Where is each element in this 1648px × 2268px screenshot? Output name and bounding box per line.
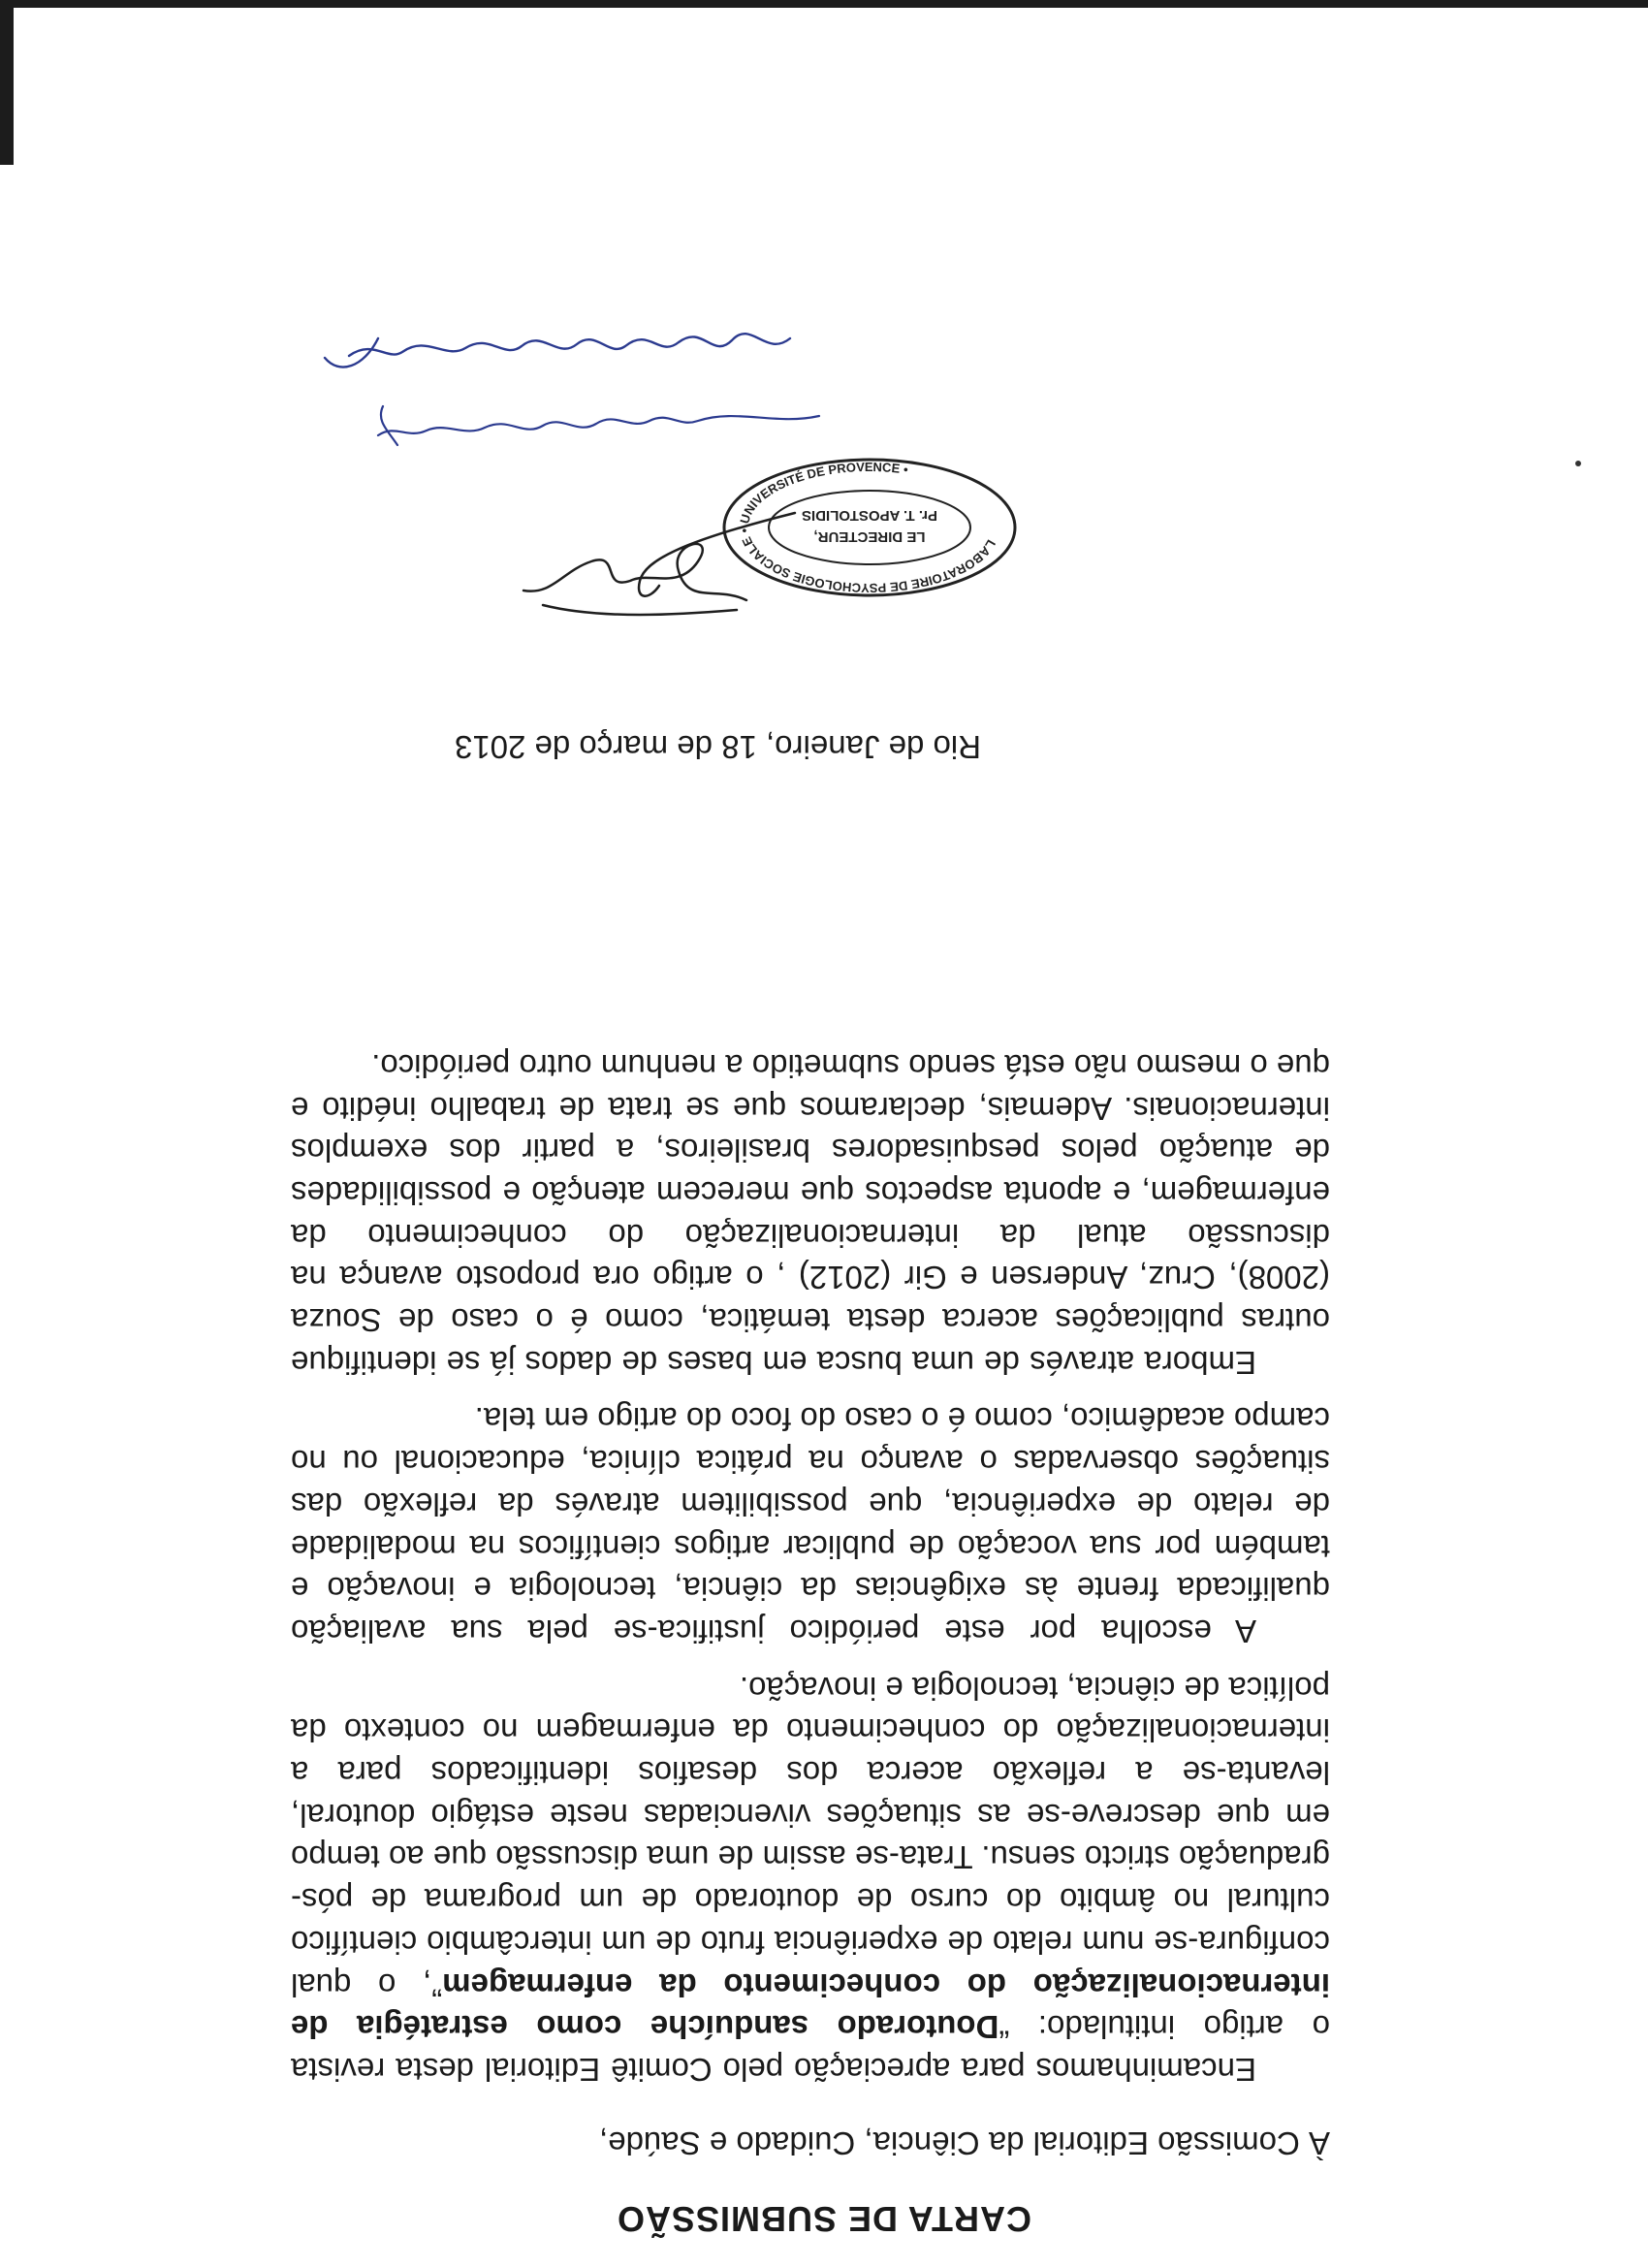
author-signature-1	[378, 406, 819, 445]
article-title: Doutorado sanduíche como estratégia de internacionalização do conhecimento da enfermagem	[291, 1966, 1330, 2046]
stamp-ring-text: LABORATOIRE DE PSYCHOLOGIE SOCIALE • UNIVERSITÉ DE PROVENCE •	[736, 459, 999, 596]
paragraph-2: A escolha por este periódico justifica-se pela sua avaliação qualificada frente às exigências da ciência, tecnologia e inovação e também por sua vocação de publicar artigos científicos na modalidade de relato de experiência, que possibilitem através da reflexão das situações observadas o avanço na prática clínica, educacional ou no campo acadêmico, como é o caso do foco do artigo em tela.	[291, 1401, 1330, 1649]
paragraph-1	[291, 1667, 1330, 2091]
author-signature-2	[325, 334, 790, 367]
director-signature	[523, 513, 795, 615]
paragraph-1-rest: ”, o qual configura-se num relato de experiência fruto de um intercâmbio científico cultural no âmbito do curso de doutorado de um programa de pós-graduação stricto sensu. Trata-se assim de uma discussão que ao tempo em que descreve-se as situações vivenciadas neste estágio doutoral, levanta-se a reflexão acerca dos desafios identificados para a internacionalização do conhecimento da enfermagem no contexto da política de ciência, tecnologia e inovação.	[291, 1670, 1330, 2003]
paragraph-1-intro: Encaminhamos para apreciação pelo Comitê Editorial desta revista o artigo intitulado: “	[291, 2009, 1330, 2088]
letter-greeting: À Comissão Editorial da Ciência, Cuidado e Saúde,	[599, 2125, 1330, 2161]
scan-speck	[1575, 461, 1581, 466]
stamp-line-2: Pr. T. APOSTOLIDIS	[801, 507, 938, 524]
letter-body	[291, 1030, 1330, 2091]
dateline: Rio de Janeiro, 18 de março de 2013	[454, 729, 981, 765]
stamp-line-1: LE DIRECTEUR,	[813, 528, 926, 545]
signatures	[291, 280, 969, 629]
letter-title: CARTA DE SUBMISSÃO	[617, 2199, 1032, 2239]
paragraph-3: Embora através de uma busca em bases de dados já se identifique outras publicações acerca desta temática, como é o caso de Souza (2008), Cruz, Andersen e Gir (2012) , o artigo ora proposto avança na discussão atual da internacionalização do conhecimento da enfermagem, e aponta aspectos que merecem atenção e possibilidades de atuação pelos pesquisadores brasileiros, a partir dos exemplos internacionais. Ademais, declaramos que se trata de trabalho inédito e que o mesmo não está sendo submetido a nenhum outro periódico.	[291, 1047, 1330, 1381]
